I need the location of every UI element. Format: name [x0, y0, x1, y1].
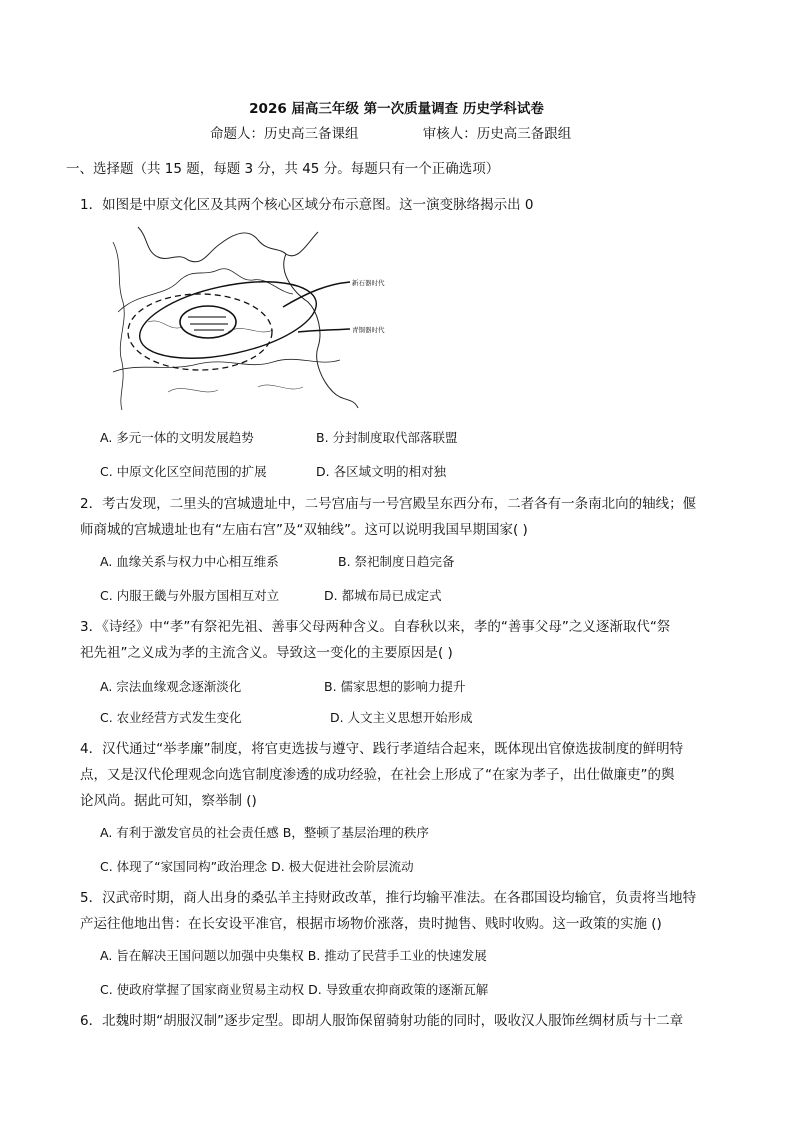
setter-label: 命题人：历史高三备课组 [210, 126, 359, 142]
map-label-bronze: 青铜器时代 [352, 326, 385, 334]
question-4-line-2: 点，又是汉代伦理观念向选官制度渗透的成功经验，在社会上形成了“在家为孝子，出仕做廉吏”的舆 [80, 767, 675, 783]
q5-options-c-d[interactable]: C. 使政府掌握了国家商业贸易主动权 D. 导致重农抑商政策的逐渐瓦解 [100, 982, 489, 997]
river-yangtze [113, 359, 340, 372]
border-west [113, 242, 124, 410]
exam-title: 2026 届高三年级 第一次质量调查 历史学科试卷 [249, 101, 544, 117]
leader-bronze [298, 329, 350, 332]
bronze-region [133, 268, 323, 372]
q2-option-d[interactable]: D. 都城布局已成定式 [324, 588, 442, 603]
q1-option-b[interactable]: B. 分封制度取代部落联盟 [316, 430, 458, 445]
question-3-line-2: 祀先祖”之义成为孝的主流含义。导致这一变化的主要原因是( ) [80, 645, 453, 661]
q5-options-a-b[interactable]: A. 旨在解决王国问题以加强中央集权 B. 推动了民营手工业的快速发展 [100, 948, 487, 963]
q3-option-b[interactable]: B. 儒家思想的影响力提升 [324, 679, 466, 694]
cultural-region-map [108, 222, 410, 412]
q2-option-c[interactable]: C. 内服王畿与外服方国相互对立 [100, 588, 280, 603]
q1-option-c[interactable]: C. 中原文化区空间范围的扩展 [100, 464, 267, 479]
question-5-line-2: 产运往他地出售：在长安设平准官，根据市场物价涨落，贵时抛售、贱时收购。这一政策的实施 () [80, 916, 662, 932]
q3-option-a[interactable]: A. 宗法血缘观念逐渐淡化 [100, 679, 242, 694]
section-heading: 一、选择题（共 15 题，每题 3 分，共 45 分。每题只有一个正确选项） [66, 161, 500, 177]
q1-option-a[interactable]: A. 多元一体的文明发展趋势 [100, 430, 254, 445]
q1-option-d[interactable]: D. 各区域文明的相对独 [316, 464, 447, 479]
coastline [138, 227, 358, 408]
question-6-line-1: 6．北魏时期“胡服汉制”逐步定型。即胡人服饰保留骑射功能的同时，吸收汉人服饰丝绸材质与十二章 [80, 1013, 684, 1029]
core-texture [188, 317, 228, 330]
question-4-line-1: 4．汉代通过“举孝廉”制度，将官吏选拔与遵守、践行孝道结合起来，既体现出官僚选拔制度的鲜明特 [80, 741, 684, 757]
question-1-stem: 1．如图是中原文化区及其两个核心区域分布示意图。这一演变脉络揭示出 0 [80, 197, 534, 213]
core-region [180, 306, 236, 338]
question-2-line-2: 师商城的宫城遗址也有“左庙右宫”及“双轴线”。这可以说明我国早期国家( ) [80, 522, 528, 538]
q2-option-a[interactable]: A. 血缘关系与权力中心相互维系 [100, 554, 279, 569]
q4-options-a-b[interactable]: A. 有利于激发官员的社会责任感 B，整顿了基层治理的秩序 [100, 825, 429, 840]
question-5-line-1: 5．汉武帝时期，商人出身的桑弘羊主持财政改革，推行均输平准法。在各郡国设均输官，负责将当地特 [80, 890, 697, 906]
map-label-neolithic: 新石器时代 [352, 279, 385, 287]
question-3-line-1: 3．《诗经》中“孝”有祭祀先祖、善事父母两种含义。自春秋以来，孝的“善事父母”之义逐渐取代“祭 [80, 619, 671, 635]
q4-options-c-d[interactable]: C. 体现了“家国同构”政治理念 D. 极大促进社会阶层流动 [100, 859, 414, 874]
exam-authors [210, 122, 631, 142]
q3-option-d[interactable]: D. 人文主义思想开始形成 [330, 710, 473, 725]
q3-option-c[interactable]: C. 农业经营方式发生变化 [100, 710, 242, 725]
question-2-line-1: 2．考古发现，二里头的宫城遗址中，二号宫庙与一号宫殿呈东西分布，二者各有一条南北向的轴线；偃 [80, 496, 697, 512]
reviewer-label: 审核人：历史高三备跟组 [422, 126, 572, 142]
question-4-line-3: 论风尚。据此可知，察举制 () [80, 793, 257, 809]
q2-option-b[interactable]: B. 祭祀制度日趋完备 [338, 554, 455, 569]
